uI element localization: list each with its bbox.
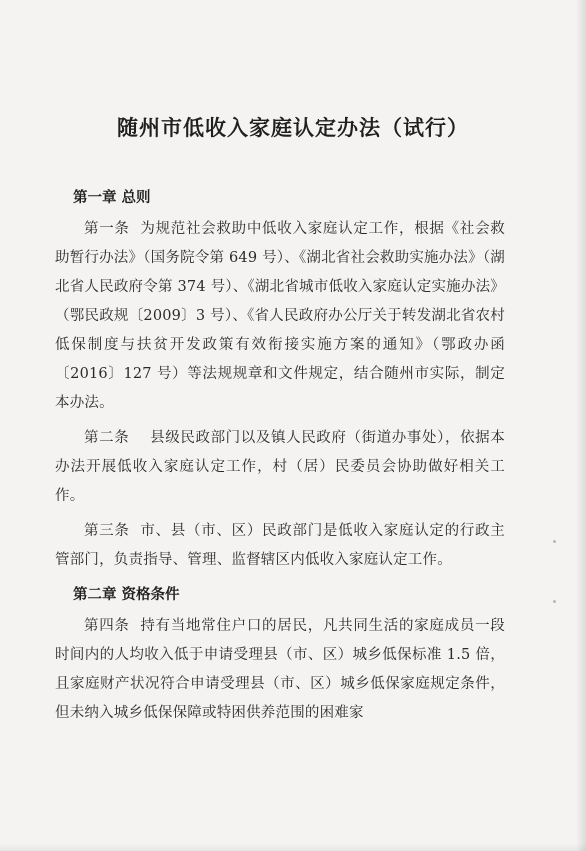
article-4-text: 持有当地常住户口的居民，凡共同生活的家庭成员一段时间内的人均收入低于申请受理县（市、区）城乡低保标准 1.5 倍，且家庭财产状况符合申请受理县（市、区）城乡低保家庭规定条件，但未纳入城乡低保保障或特困供养范围的困难家 (55, 618, 505, 721)
article-4 (55, 612, 505, 728)
document-body (55, 184, 505, 734)
document-title: 随州市低收入家庭认定办法（试行） (117, 115, 469, 140)
article-2-label: 第二条 (84, 430, 130, 446)
article-4-label: 第四条 (84, 618, 130, 634)
article-3 (55, 517, 505, 575)
scan-edge-shadow (576, 0, 586, 851)
chapter-2-heading: 第二章 资格条件 (73, 587, 180, 603)
article-1 (55, 215, 505, 418)
scan-speck (553, 540, 556, 543)
article-3-label: 第三条 (84, 523, 130, 539)
article-2-text: 县级民政部门以及镇人民政府（街道办事处），依据本办法开展低收入家庭认定工作，村（居）民委员会协助做好相关工作。 (55, 430, 505, 504)
scan-speck (553, 600, 556, 603)
article-2 (55, 424, 505, 511)
article-1-label: 第一条 (84, 221, 130, 237)
chapter-1-heading: 第一章 总则 (73, 190, 151, 206)
scan-bottom-shadow (0, 843, 586, 851)
article-1-text: 为规范社会救助中低收入家庭认定工作，根据《社会救助暂行办法》（国务院令第 649 号）、《湖北省社会救助实施办法》（湖北省人民政府令第 374 号）、《湖北省城市低收入家庭认定实施办法》（鄂民政规〔2009〕3 号）、《省人民政府办公厅关于转发湖北省农村低保制度与扶贫开发政策有效衔接实施方案的通知》（鄂政办函〔2016〕127 号）等法规规章和文件规定，结合随州市实际，制定本办法。 (55, 221, 505, 411)
article-3-text: 市、县（市、区）民政部门是低收入家庭认定的行政主管部门，负责指导、管理、监督辖区内低收入家庭认定工作。 (55, 523, 505, 568)
